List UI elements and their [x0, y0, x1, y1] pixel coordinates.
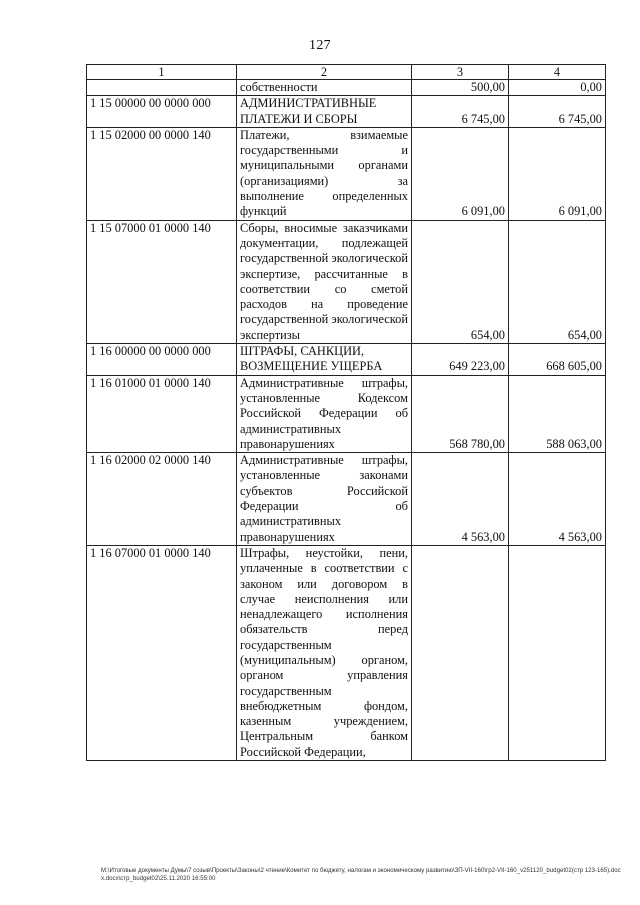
- budget-code: 1 16 01000 01 0000 140: [87, 375, 237, 452]
- page-number: 127: [309, 38, 331, 53]
- table-row: [87, 344, 606, 376]
- table-row: [87, 220, 606, 343]
- budget-code: 1 15 00000 00 0000 000: [87, 96, 237, 128]
- amount-col4: 654,00: [509, 220, 606, 343]
- item-name: Платежи, взимаемые государственными и муниципальными органами (организациями) за выполнение определенных функций: [237, 127, 412, 220]
- amount-col3: 649 223,00: [412, 344, 509, 376]
- item-name: АДМИНИСТРАТИВНЫЕ ПЛАТЕЖИ И СБОРЫ: [237, 96, 412, 128]
- amount-col4: 668 605,00: [509, 344, 606, 376]
- item-name: Административные штрафы, установленные Кодексом Российской Федерации об административных правонарушениях: [237, 375, 412, 452]
- amount-col3: 654,00: [412, 220, 509, 343]
- table-header-row: [87, 65, 606, 80]
- budget-code: 1 15 02000 00 0000 140: [87, 127, 237, 220]
- amount-col4: 588 063,00: [509, 375, 606, 452]
- budget-code: 1 15 07000 01 0000 140: [87, 220, 237, 343]
- item-name: Сборы, вносимые заказчиками документации, подлежащей государственной экологической экспертизе, рассчитанные в соответствии со сметой расходов на проведение государственной экологической экспертизы: [237, 220, 412, 343]
- table-row: [87, 127, 606, 220]
- amount-col4: 4 563,00: [509, 453, 606, 546]
- item-name: ШТРАФЫ, САНКЦИИ, ВОЗМЕЩЕНИЕ УЩЕРБА: [237, 344, 412, 376]
- amount-col3: 568 780,00: [412, 375, 509, 452]
- amount-col4: 6 091,00: [509, 127, 606, 220]
- budget-table: [86, 64, 606, 761]
- header-cell: 4: [509, 65, 606, 80]
- item-name: Штрафы, неустойки, пени, уплаченные в соответствии с законом или договором в случае неисполнения или ненадлежащего исполнения обязательств перед государственным (муниципальным) органом, органом управления государственным внебюджетным фондом, казенным учреждением, Центральным банком Российской Федерации,: [237, 545, 412, 760]
- amount-col3: [412, 545, 509, 760]
- amount-col4: 6 745,00: [509, 96, 606, 128]
- header-cell: 3: [412, 65, 509, 80]
- amount-col4: 0,00: [509, 80, 606, 96]
- table-row: [87, 96, 606, 128]
- amount-col3: 4 563,00: [412, 453, 509, 546]
- budget-code: 1 16 00000 00 0000 000: [87, 344, 237, 376]
- header-cell: 2: [237, 65, 412, 80]
- amount-col3: 6 745,00: [412, 96, 509, 128]
- header-cell: 1: [87, 65, 237, 80]
- table-row: [87, 375, 606, 452]
- item-name: Административные штрафы, установленные законами субъектов Российской Федерации об административных правонарушениях: [237, 453, 412, 546]
- file-path-footer: M:\Итоговые документы Думы\7 созыв\Проекты\Законы\2 чтение\Комитет по бюджету, налогам и экономическому развитию\ЗП-VII-160\гр2-VII-160_v251120_budget02(стр 123-165).docx.docx\стр_budget02\25.11.2020 16:55:00: [101, 867, 621, 882]
- table-row: [87, 545, 606, 760]
- item-name: собственности: [237, 80, 412, 96]
- table-row: [87, 80, 606, 96]
- amount-col3: 6 091,00: [412, 127, 509, 220]
- budget-code: 1 16 07000 01 0000 140: [87, 545, 237, 760]
- budget-code: 1 16 02000 02 0000 140: [87, 453, 237, 546]
- amount-col4: [509, 545, 606, 760]
- table-row: [87, 453, 606, 546]
- amount-col3: 500,00: [412, 80, 509, 96]
- budget-code: [87, 80, 237, 96]
